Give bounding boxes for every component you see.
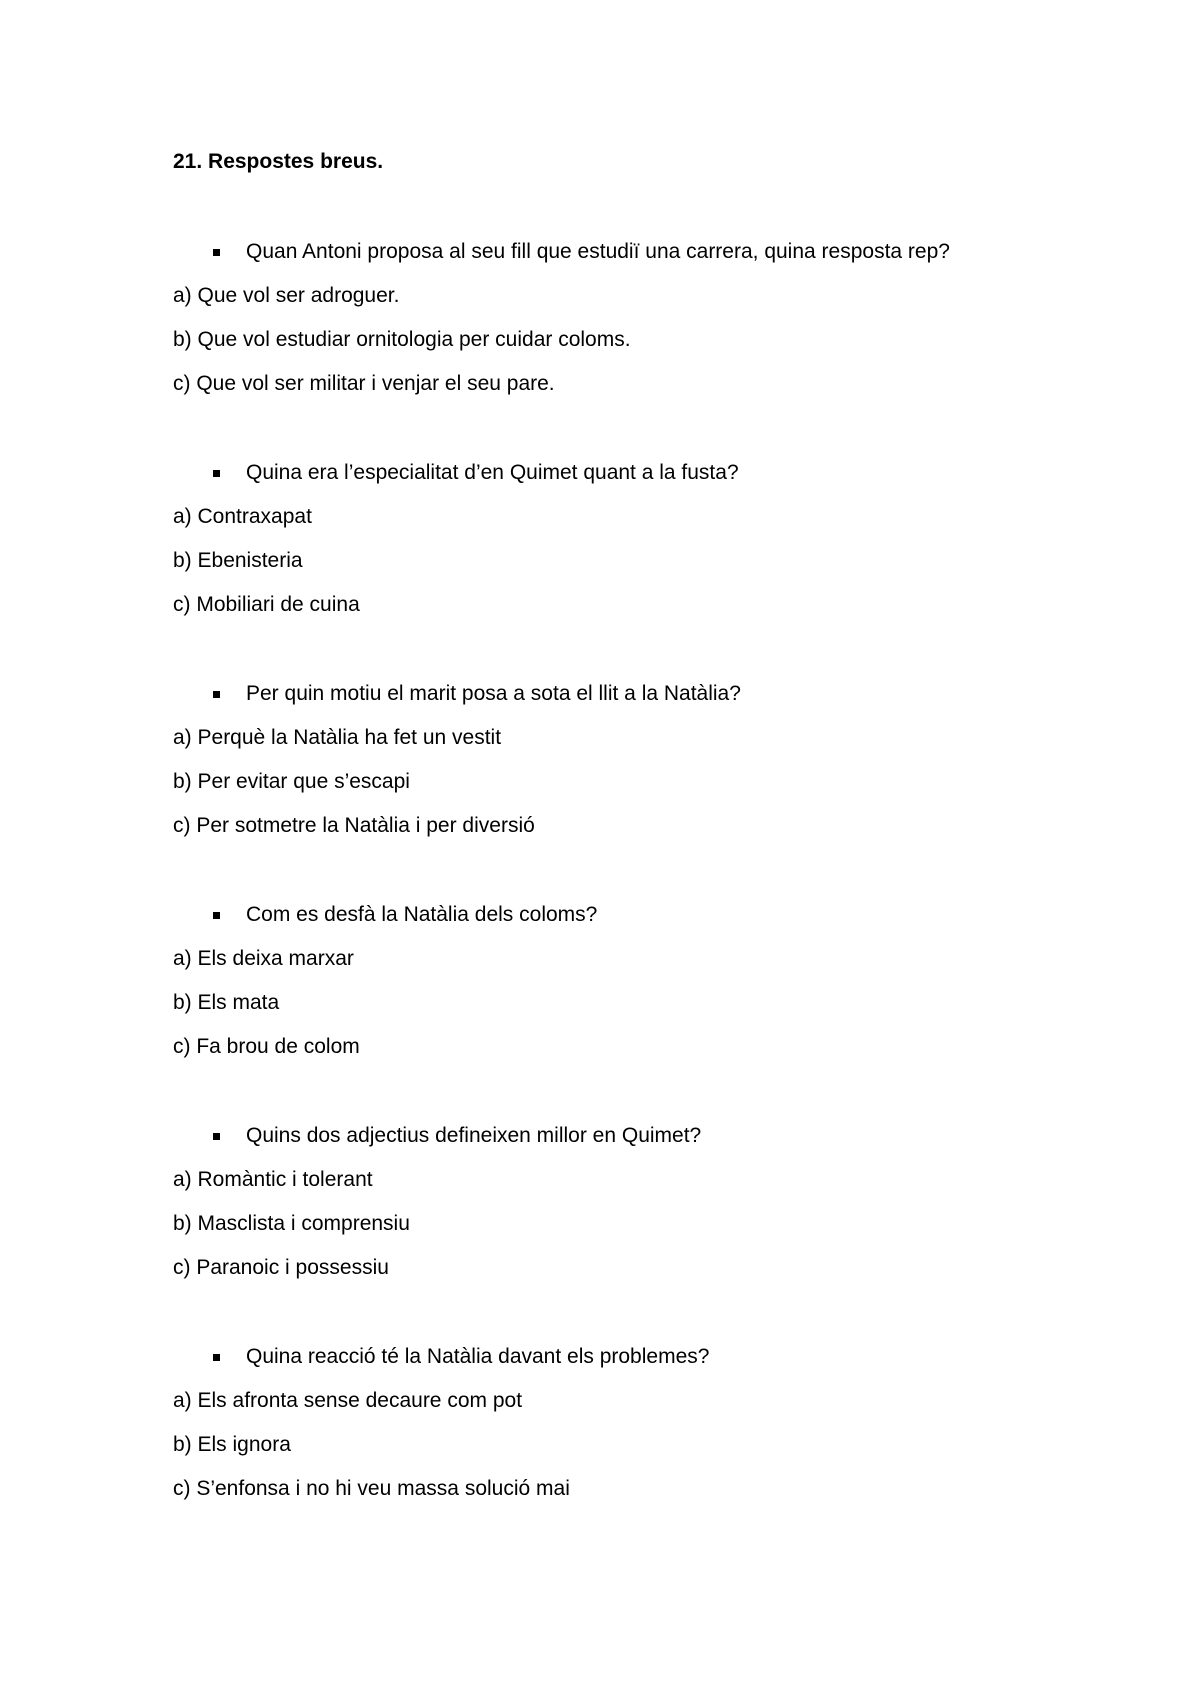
- question: [173, 893, 1073, 937]
- question-text: Com es desfà la Natàlia dels coloms?: [246, 903, 598, 926]
- question-block-1: [173, 230, 1073, 406]
- square-bullet-icon: [213, 1133, 220, 1140]
- question: [173, 1335, 1073, 1379]
- question-block-3: [173, 672, 1073, 848]
- square-bullet-icon: [213, 691, 220, 698]
- answer-option-a: a) Que vol ser adroguer.: [173, 284, 400, 307]
- answer-option-c: c) S’enfonsa i no hi veu massa solució mai: [173, 1477, 570, 1500]
- answer-option-c: c) Mobiliari de cuina: [173, 593, 360, 616]
- section-heading: 21. Respostes breus.: [173, 150, 384, 173]
- answer-option-b: b) Per evitar que s’escapi: [173, 770, 410, 793]
- answer-option-b: b) Ebenisteria: [173, 549, 303, 572]
- answer-option-a: a) Els afronta sense decaure com pot: [173, 1389, 523, 1412]
- answer-option-c: c) Que vol ser militar i venjar el seu pare.: [173, 372, 555, 395]
- question-text: Per quin motiu el marit posa a sota el llit a la Natàlia?: [246, 682, 741, 705]
- square-bullet-icon: [213, 249, 220, 256]
- answer-option-b: b) Masclista i comprensiu: [173, 1212, 410, 1235]
- question-text: Quina reacció té la Natàlia davant els problemes?: [246, 1345, 710, 1368]
- answer-option-a: a) Perquè la Natàlia ha fet un vestit: [173, 726, 502, 749]
- answer-option-c: c) Per sotmetre la Natàlia i per diversió: [173, 814, 535, 837]
- question-text: Quins dos adjectius defineixen millor en Quimet?: [246, 1124, 702, 1147]
- square-bullet-icon: [213, 1354, 220, 1361]
- question-block-4: [173, 893, 1073, 1069]
- square-bullet-icon: [213, 912, 220, 919]
- answer-option-a: a) Romàntic i tolerant: [173, 1168, 373, 1191]
- question-text: Quan Antoni proposa al seu fill que estudiï una carrera, quina resposta rep?: [246, 240, 950, 263]
- answer-option-a: a) Contraxapat: [173, 505, 312, 528]
- question-block-5: [173, 1114, 1073, 1290]
- document-content: [173, 140, 1073, 1556]
- answer-option-b: b) Els ignora: [173, 1433, 291, 1456]
- question-block-2: [173, 451, 1073, 627]
- question: [173, 1114, 1073, 1158]
- question-text: Quina era l’especialitat d’en Quimet quant a la fusta?: [246, 461, 739, 484]
- answer-option-b: b) Que vol estudiar ornitologia per cuidar coloms.: [173, 328, 631, 351]
- answer-option-c: c) Fa brou de colom: [173, 1035, 360, 1058]
- answer-option-a: a) Els deixa marxar: [173, 947, 354, 970]
- square-bullet-icon: [213, 470, 220, 477]
- answer-option-b: b) Els mata: [173, 991, 280, 1014]
- question: [173, 230, 1073, 274]
- question-block-6: [173, 1335, 1073, 1511]
- question: [173, 451, 1073, 495]
- question: [173, 672, 1073, 716]
- answer-option-c: c) Paranoic i possessiu: [173, 1256, 389, 1279]
